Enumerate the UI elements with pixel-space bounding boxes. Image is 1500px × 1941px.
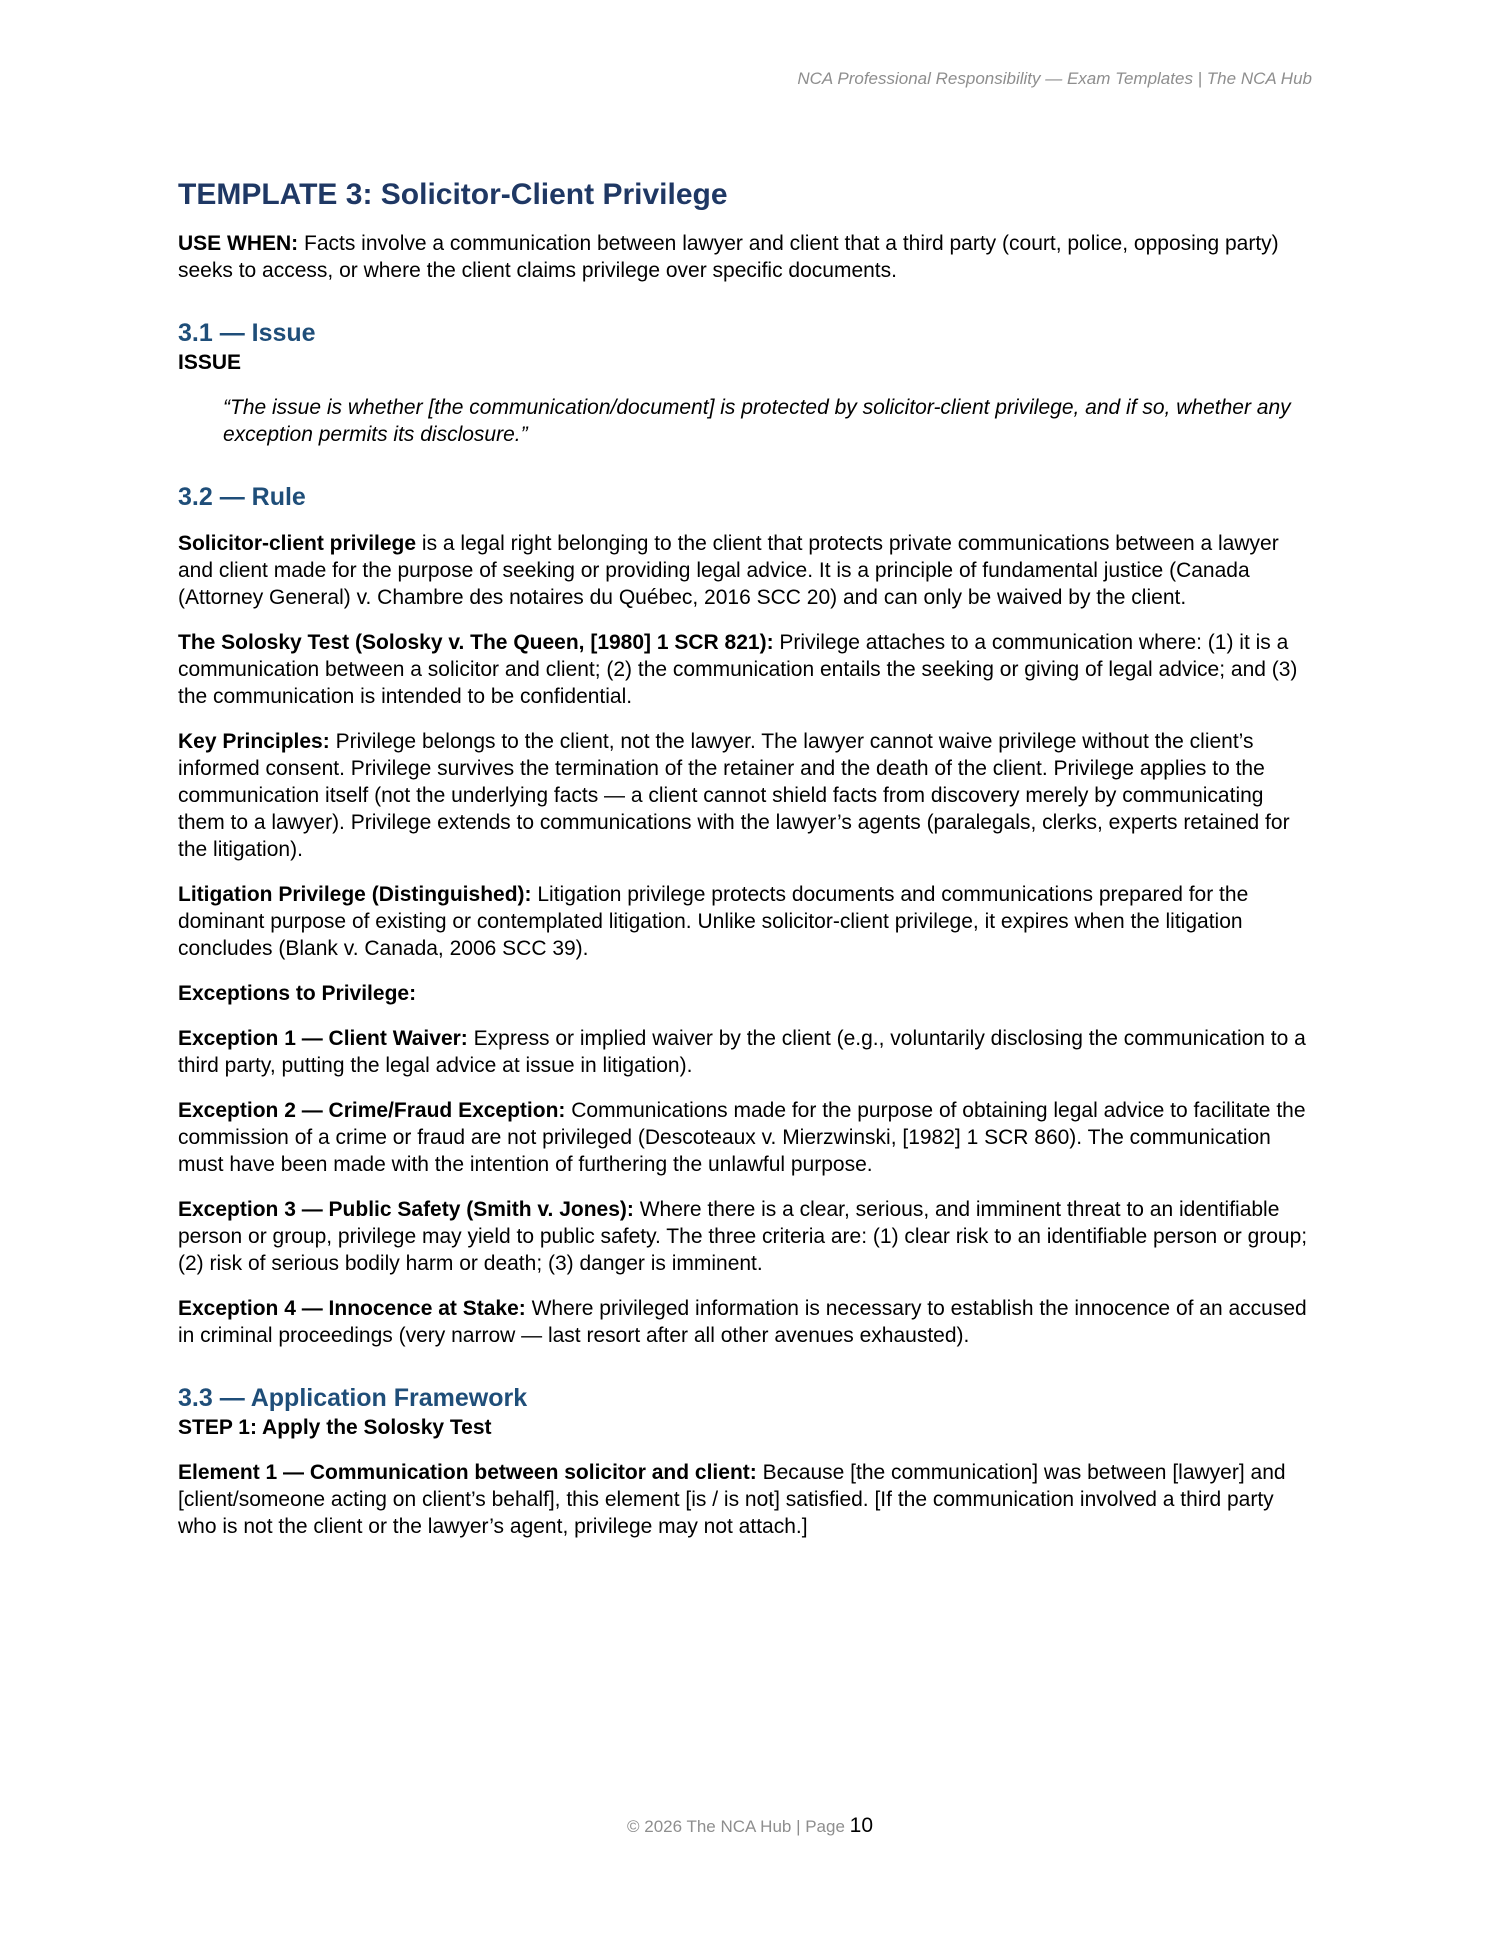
element-1-text: Because [the communication] was between [lawyer] and [client/someone acting on client’s behalf], this element [is / is not] satisfied. [If the communication involved a third party who is not the client or the lawyer’s agent, privilege may not attach.] [178,1461,1286,1538]
paragraph-solosky-test [178,629,1312,710]
subheading-issue: ISSUE [178,351,242,374]
page-footer [0,1814,1500,1839]
paragraph-key-principles [178,728,1312,863]
paragraph-element-1 [178,1459,1312,1540]
exceptions-heading [178,980,1312,1007]
paragraph-solicitor-client-privilege [178,530,1312,611]
paragraph-exception-1 [178,1025,1312,1079]
page-title: TEMPLATE 3: Solicitor-Client Privilege [178,178,728,211]
page-number: 10 [849,1814,873,1837]
use-when-label: USE WHEN: [178,232,299,255]
exception-4-text: Where privileged information is necessary to establish the innocence of an accused in criminal proceedings (very narrow — last resort after all other avenues exhausted). [178,1297,1307,1347]
paragraph-litigation-privilege [178,881,1312,962]
section-heading-rule: 3.2 — Rule [178,483,306,511]
exception-1-label: Exception 1 — Client Waiver: [178,1027,468,1050]
exception-3-label: Exception 3 — Public Safety (Smith v. Jones): [178,1198,634,1221]
use-when-paragraph [178,230,1312,284]
exception-1-text: Express or implied waiver by the client (e.g., voluntarily disclosing the communication to a third party, putting the legal advice at issue in litigation). [178,1027,1306,1077]
exception-3-text: Where there is a clear, serious, and imminent threat to an identifiable person or group, privilege may yield to public safety. The three criteria are: (1) clear risk to an identifiable person or group; (2) risk of serious bodily harm or death; (3) danger is imminent. [178,1198,1308,1275]
paragraph-exception-4 [178,1295,1312,1349]
solicitor-client-privilege-label: Solicitor-client privilege [178,532,417,555]
solosky-test-label: The Solosky Test (Solosky v. The Queen, [1980] 1 SCR 821): [178,631,774,654]
litigation-privilege-label: Litigation Privilege (Distinguished): [178,883,532,906]
exception-4-label: Exception 4 — Innocence at Stake: [178,1297,526,1320]
solicitor-client-privilege-text: is a legal right belonging to the client that protects private communications between a lawyer and client made for the purpose of seeking or providing legal advice. It is a principle of fundamental justice (Canada (Attorney General) v. Chambre des notaires du Québec, 2016 SCC 20) and can only be waived by the client. [178,532,1279,609]
use-when-text: Facts involve a communication between lawyer and client that a third party (court, police, opposing party) seeks to access, or where the client claims privilege over specific documents. [178,232,1279,282]
element-1-label: Element 1 — Communication between solicitor and client: [178,1461,757,1484]
exceptions-heading-label: Exceptions to Privilege: [178,982,417,1005]
exception-2-text: Communications made for the purpose of obtaining legal advice to facilitate the commission of a crime or fraud are not privileged (Descoteaux v. Mierzwinski, [1982] 1 SCR 860). The communication must have been made with the intention of furthering the unlawful purpose. [178,1099,1306,1176]
key-principles-label: Key Principles: [178,730,330,753]
issue-quote: “The issue is whether [the communication/document] is protected by solicitor-client privilege, and if so, whether any exception permits its disclosure.” [223,396,1291,446]
paragraph-exception-3 [178,1196,1312,1277]
paragraph-exception-2 [178,1097,1312,1178]
footer-text: © 2026 The NCA Hub | Page [626,1817,850,1836]
subheading-step-1: STEP 1: Apply the Solosky Test [178,1416,492,1439]
section-heading-application-framework: 3.3 — Application Framework [178,1384,528,1412]
exception-2-label: Exception 2 — Crime/Fraud Exception: [178,1099,566,1122]
running-header: NCA Professional Responsibility — Exam Templates | The NCA Hub [797,69,1312,88]
section-heading-issue: 3.1 — Issue [178,319,316,347]
litigation-privilege-text: Litigation privilege protects documents and communications prepared for the dominant purpose of existing or contemplated litigation. Unlike solicitor-client privilege, it expires when the litigation concludes (Blank v. Canada, 2006 SCC 39). [178,883,1249,960]
page-content [178,68,1312,1540]
key-principles-text: Privilege belongs to the client, not the lawyer. The lawyer cannot waive privilege without the client’s informed consent. Privilege survives the termination of the retainer and the death of the client. Privilege applies to the communication itself (not the underlying facts — a client cannot shield facts from discovery merely by communicating them to a lawyer). Privilege extends to communications with the lawyer’s agents (paralegals, clerks, experts retained for the litigation). [178,730,1290,861]
solosky-test-text: Privilege attaches to a communication where: (1) it is a communication between a solicitor and client; (2) the communication entails the seeking or giving of legal advice; and (3) the communication is intended to be confidential. [178,631,1298,708]
